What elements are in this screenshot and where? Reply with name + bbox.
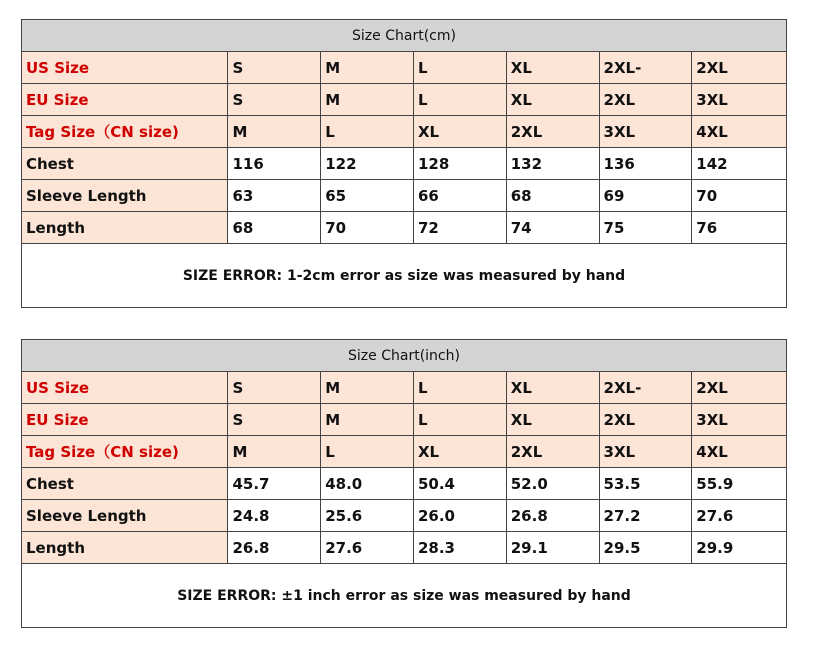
row-label: Length xyxy=(22,532,228,563)
table-cell: XL xyxy=(507,52,600,83)
table-cell: 128 xyxy=(414,148,507,179)
table-cell: M xyxy=(321,52,414,83)
table-cell: S xyxy=(228,52,321,83)
table-row-chest xyxy=(22,468,786,500)
table-cell: 4XL xyxy=(692,116,786,147)
table-row-length xyxy=(22,532,786,564)
table-cell: XL xyxy=(414,116,507,147)
size-chart-cm xyxy=(21,19,787,308)
table-cell: S xyxy=(228,404,321,435)
table-cell: 52.0 xyxy=(507,468,600,499)
table-cell: L xyxy=(414,84,507,115)
table-cell: XL xyxy=(507,84,600,115)
table-cell: 3XL xyxy=(600,436,693,467)
size-error-note: SIZE ERROR: ±1 inch error as size was measured by hand xyxy=(177,587,631,604)
table-row-sleeve-length xyxy=(22,500,786,532)
table-cell: 2XL- xyxy=(600,52,693,83)
table-cell: L xyxy=(414,404,507,435)
table-cell: L xyxy=(321,436,414,467)
table-cell: 68 xyxy=(507,180,600,211)
table-cell: 74 xyxy=(507,212,600,243)
table-cell: 2XL- xyxy=(600,372,693,403)
table-cell: 136 xyxy=(600,148,693,179)
table-row-eu-size xyxy=(22,404,786,436)
table-cell: 2XL xyxy=(507,116,600,147)
table-cell: 29.5 xyxy=(600,532,693,563)
table-row-us-size xyxy=(22,372,786,404)
table-cell: M xyxy=(228,116,321,147)
table-cell: 70 xyxy=(321,212,414,243)
row-label: Sleeve Length xyxy=(22,500,228,531)
table-row-chest xyxy=(22,148,786,180)
table-cell: 29.1 xyxy=(507,532,600,563)
table-row-us-size xyxy=(22,52,786,84)
row-label: Tag Size（CN size) xyxy=(22,116,228,147)
table-cell: 26.8 xyxy=(228,532,321,563)
table-cell: XL xyxy=(507,404,600,435)
table-cell: L xyxy=(414,52,507,83)
size-error-note: SIZE ERROR: 1-2cm error as size was measured by hand xyxy=(182,267,626,284)
table-cell: S xyxy=(228,84,321,115)
table-cell: 2XL xyxy=(692,372,786,403)
table-cell: XL xyxy=(414,436,507,467)
table-cell: 66 xyxy=(414,180,507,211)
row-label: Chest xyxy=(22,148,228,179)
table-cell: 132 xyxy=(507,148,600,179)
table-cell: 24.8 xyxy=(228,500,321,531)
table-cell: 27.6 xyxy=(321,532,414,563)
chart-title: Size Chart(cm) xyxy=(22,20,786,52)
table-row-tag-size xyxy=(22,436,786,468)
table-cell: 76 xyxy=(692,212,786,243)
table-cell: 3XL xyxy=(692,84,786,115)
table-cell: 48.0 xyxy=(321,468,414,499)
row-label: Chest xyxy=(22,468,228,499)
table-cell: M xyxy=(321,84,414,115)
table-cell: 142 xyxy=(692,148,786,179)
table-row-eu-size xyxy=(22,84,786,116)
table-cell: 4XL xyxy=(692,436,786,467)
row-label: US Size xyxy=(22,372,228,403)
table-cell: 45.7 xyxy=(228,468,321,499)
table-cell: L xyxy=(321,116,414,147)
table-cell: M xyxy=(321,404,414,435)
table-cell: 63 xyxy=(228,180,321,211)
table-cell: 122 xyxy=(321,148,414,179)
table-cell: 53.5 xyxy=(600,468,693,499)
table-cell: M xyxy=(321,372,414,403)
table-cell: XL xyxy=(507,372,600,403)
table-cell: 26.8 xyxy=(507,500,600,531)
table-cell: 69 xyxy=(600,180,693,211)
row-label: EU Size xyxy=(22,404,228,435)
table-cell: 28.3 xyxy=(414,532,507,563)
table-cell: L xyxy=(414,372,507,403)
row-label: Length xyxy=(22,212,228,243)
table-row-tag-size xyxy=(22,116,786,148)
table-cell: 72 xyxy=(414,212,507,243)
table-cell: 3XL xyxy=(600,116,693,147)
table-cell: 2XL xyxy=(507,436,600,467)
table-cell: 27.2 xyxy=(600,500,693,531)
table-cell: 27.6 xyxy=(692,500,786,531)
table-cell: 50.4 xyxy=(414,468,507,499)
table-cell: 26.0 xyxy=(414,500,507,531)
table-cell: 116 xyxy=(228,148,321,179)
table-row-length xyxy=(22,212,786,244)
table-cell: 2XL xyxy=(692,52,786,83)
table-cell: 55.9 xyxy=(692,468,786,499)
table-cell: 3XL xyxy=(692,404,786,435)
table-cell: 65 xyxy=(321,180,414,211)
table-cell: 29.9 xyxy=(692,532,786,563)
table-cell: 2XL xyxy=(600,404,693,435)
row-label: Tag Size（CN size) xyxy=(22,436,228,467)
table-cell: M xyxy=(228,436,321,467)
chart-title: Size Chart(inch) xyxy=(22,340,786,372)
table-cell: 70 xyxy=(692,180,786,211)
table-cell: 2XL xyxy=(600,84,693,115)
row-label: US Size xyxy=(22,52,228,83)
row-label: Sleeve Length xyxy=(22,180,228,211)
table-row-sleeve-length xyxy=(22,180,786,212)
table-cell: 68 xyxy=(228,212,321,243)
table-cell: S xyxy=(228,372,321,403)
row-label: EU Size xyxy=(22,84,228,115)
table-cell: 75 xyxy=(600,212,693,243)
size-chart-inch xyxy=(21,339,787,628)
table-cell: 25.6 xyxy=(321,500,414,531)
